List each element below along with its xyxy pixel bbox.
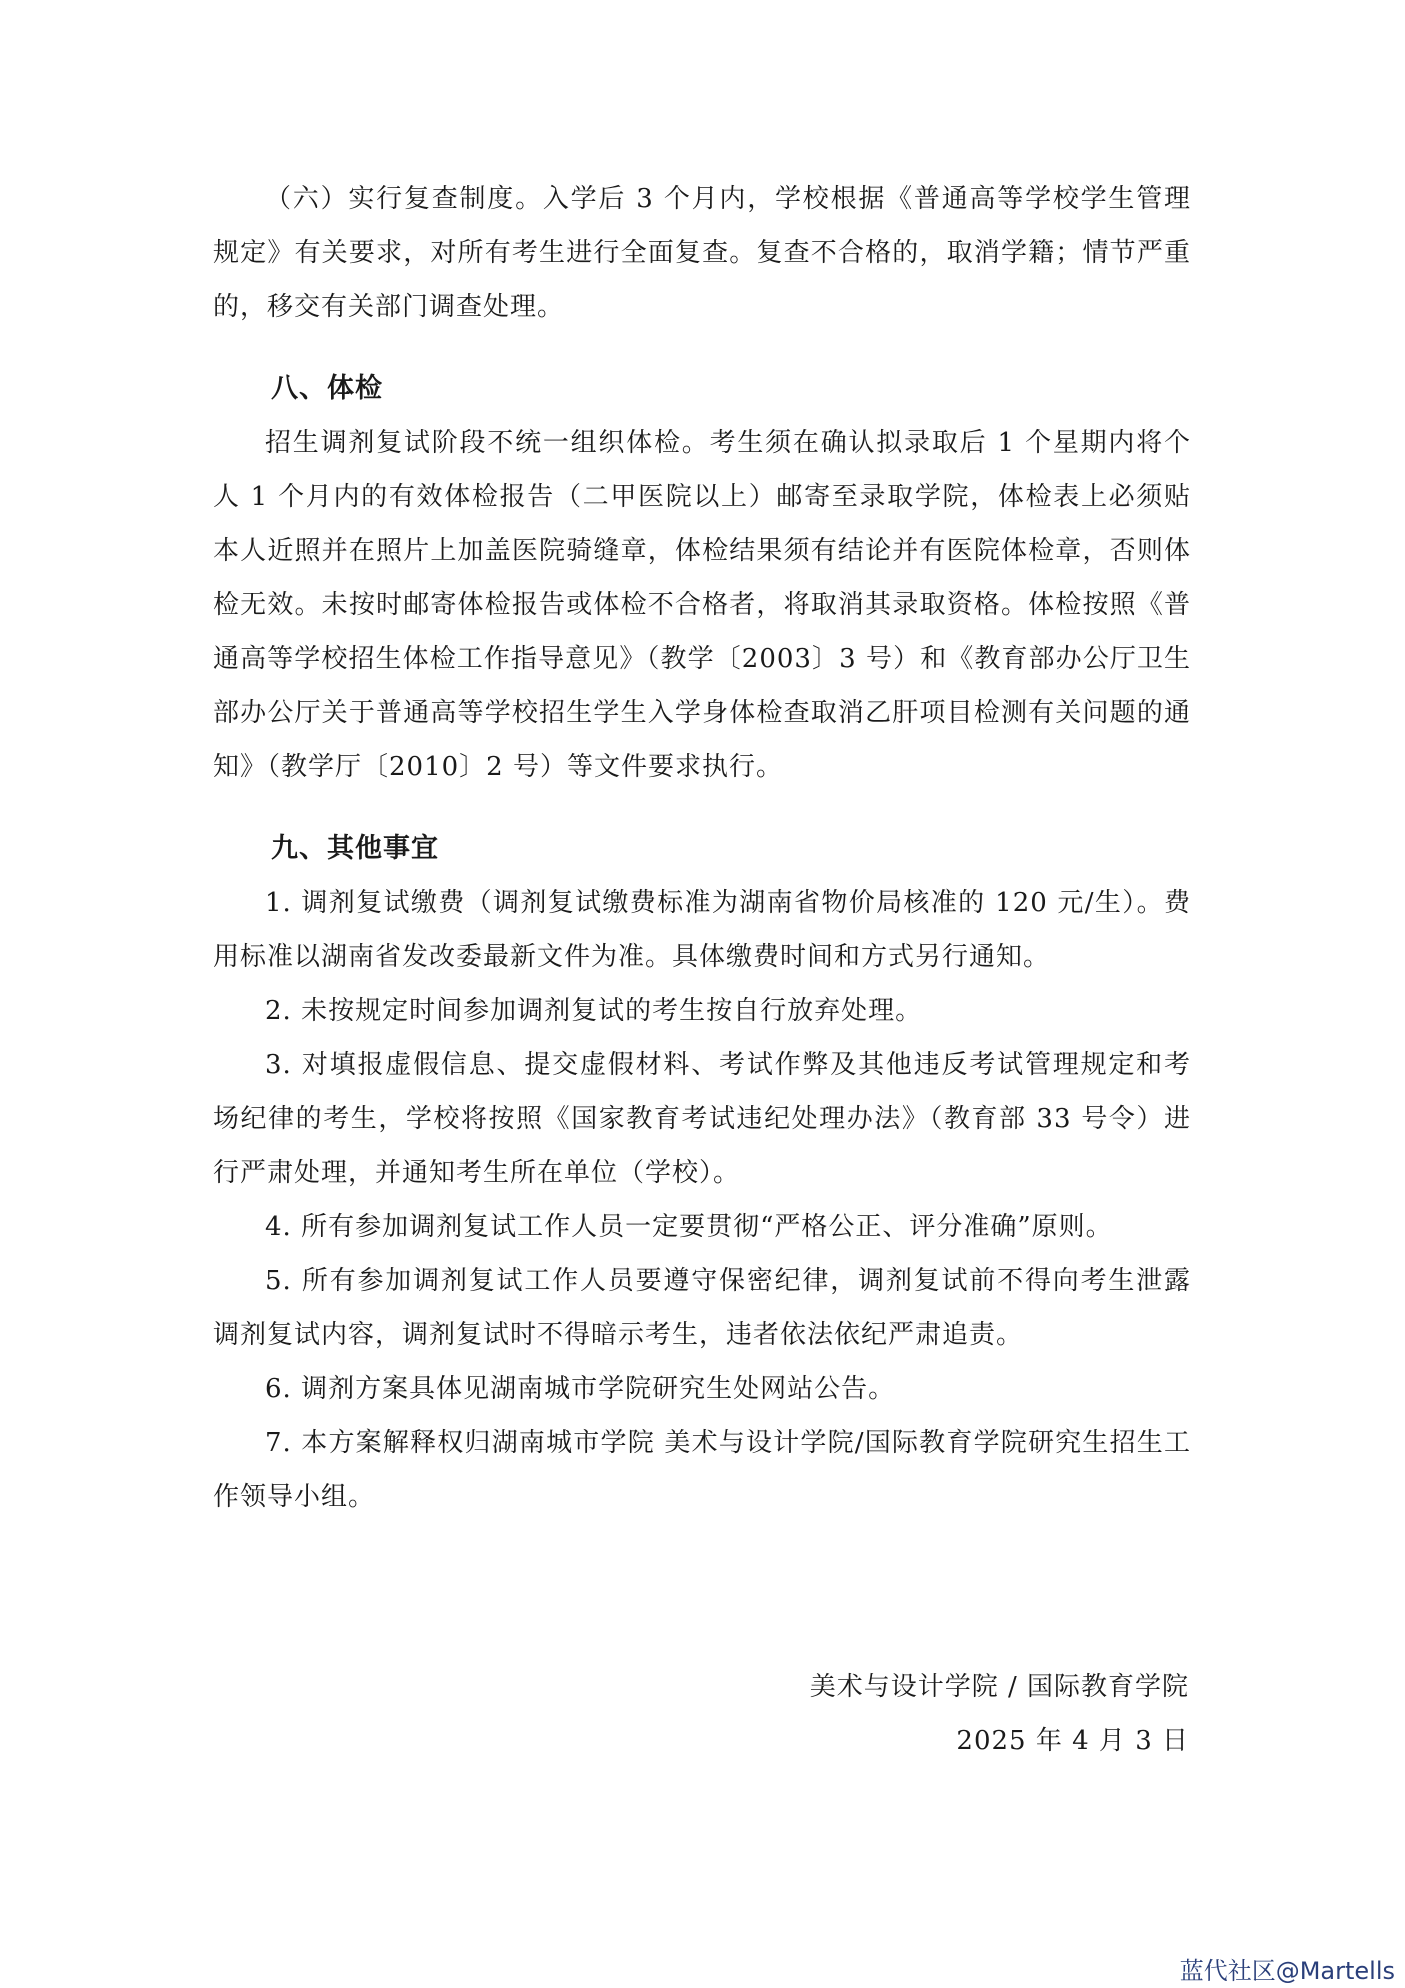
list-item-fee: 1. 调剂复试缴费（调剂复试缴费标准为湖南省物价局核准的 120 元/生）。费用标准以湖南省发改委最新文件为准。具体缴费时间和方式另行通知。 <box>213 888 1191 972</box>
document-body <box>213 172 1191 1524</box>
signature-block <box>810 1660 1189 1768</box>
paragraph-recheck: （六）实行复查制度。入学后 3 个月内，学校根据《普通高等学校学生管理规定》有关要求，对所有考生进行全面复查。复查不合格的，取消学籍；情节严重的，移交有关部门调查处理。 <box>213 184 1191 322</box>
section-heading-other-matters: 九、其他事宜 <box>271 833 439 864</box>
spacer <box>213 794 1191 822</box>
list-item-confidentiality: 5. 所有参加调剂复试工作人员要遵守保密纪律，调剂复试前不得向考生泄露调剂复试内容，调剂复试时不得暗示考生，违者依法依纪严肃追责。 <box>213 1266 1191 1350</box>
watermark-text: 蓝代社区@Martells <box>1179 1957 1395 1985</box>
spacer <box>213 334 1191 362</box>
signature-date: 2025 年 4 月 3 日 <box>956 1726 1189 1756</box>
paragraph-physical-exam: 招生调剂复试阶段不统一组织体检。考生须在确认拟录取后 1 个星期内将个人 1 个月内的有效体检报告（二甲医院以上）邮寄至录取学院，体检表上必须贴本人近照并在照片上加盖医院骑缝章，体检结果须有结论并有医院体检章，否则体检无效。未按时邮寄体检报告或体检不合格者，将取消其录取资格。体检按照《普通高等学校招生体检工作指导意见》（教学〔2003〕3 号）和《教育部办公厅卫生部办公厅关于普通高等学校招生学生入学身体检查取消乙肝项目检测有关问题的通知》（教学厅〔2010〕2 号）等文件要求执行。 <box>213 428 1191 782</box>
list-item-interpretation: 7. 本方案解释权归湖南城市学院 美术与设计学院/国际教育学院研究生招生工作领导小组。 <box>213 1428 1191 1512</box>
list-item-announcement: 6. 调剂方案具体见湖南城市学院研究生处网站公告。 <box>265 1374 896 1404</box>
section-heading-physical-exam: 八、体检 <box>271 373 383 404</box>
list-item-absence: 2. 未按规定时间参加调剂复试的考生按自行放弃处理。 <box>265 996 923 1026</box>
list-item-fairness: 4. 所有参加调剂复试工作人员一定要贯彻“严格公正、评分准确”原则。 <box>265 1212 1113 1242</box>
list-item-misconduct: 3. 对填报虚假信息、提交虚假材料、考试作弊及其他违反考试管理规定和考场纪律的考生，学校将按照《国家教育考试违纪处理办法》（教育部 33 号令）进行严肃处理，并通知考生所在单位（学校）。 <box>213 1050 1191 1188</box>
signature-organization: 美术与设计学院 / 国际教育学院 <box>809 1672 1189 1702</box>
